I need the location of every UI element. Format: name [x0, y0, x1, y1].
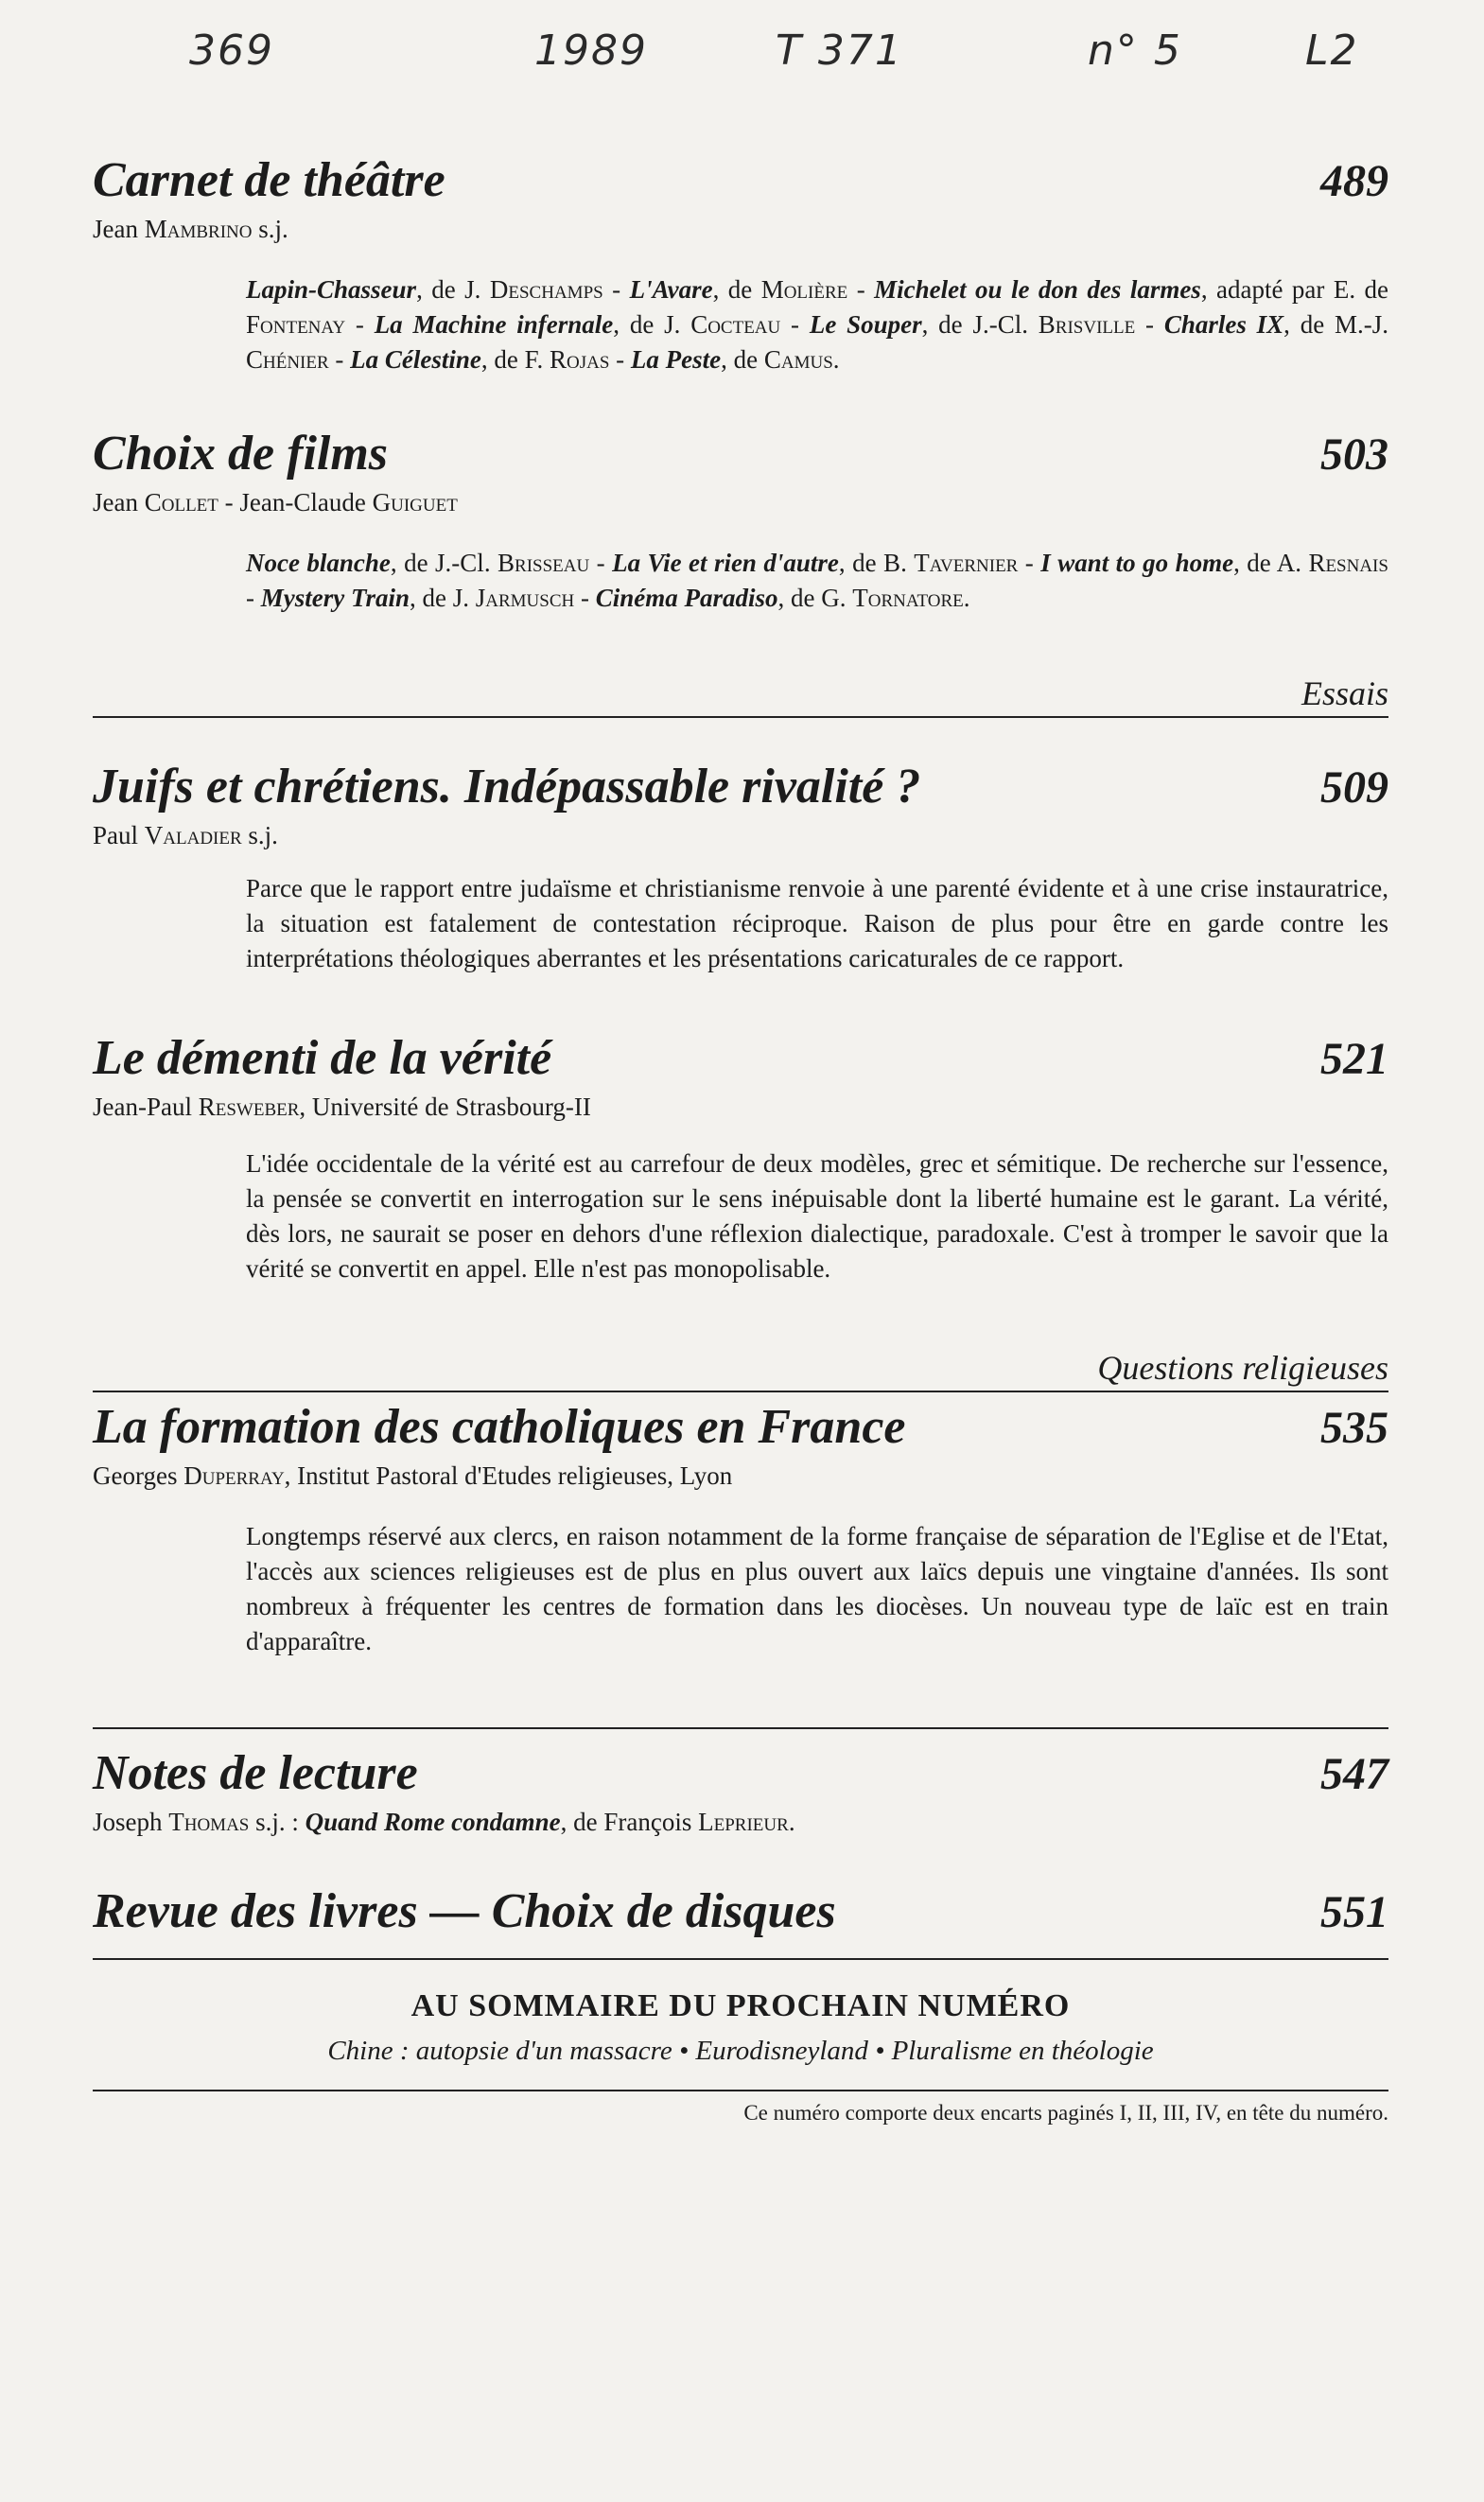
section-header — [93, 1345, 1388, 1392]
toc-entry — [93, 151, 1388, 377]
page-number: 489 — [1320, 156, 1388, 206]
section-divider — [93, 1391, 1388, 1392]
entry-author: Jean Mambrino s.j. — [93, 215, 288, 243]
handwritten-tome: T 371 — [776, 26, 903, 75]
entry-title[interactable]: Carnet de théâtre — [93, 153, 445, 207]
section-header — [93, 671, 1388, 718]
toc-entry — [93, 1882, 1388, 1941]
toc-entry — [93, 1029, 1388, 1286]
entry-title[interactable]: Juifs et chrétiens. Indépassable rivalité ? — [93, 760, 921, 814]
toc-entry — [93, 1398, 1388, 1659]
entry-title[interactable]: Revue des livres — Choix de disques — [93, 1884, 836, 1938]
entry-author: Georges Duperray, Institut Pastoral d'Etudes religieuses, Lyon — [93, 1461, 733, 1490]
next-issue-items: Chine : autopsie d'un massacre • Eurodisneyland • Pluralisme en théologie — [327, 2036, 1154, 2066]
handwritten-shelf-number: 369 — [189, 26, 274, 75]
handwritten-issue-number: n° 5 — [1088, 26, 1182, 75]
next-issue-box — [93, 1988, 1388, 2067]
toc-entry — [93, 1744, 1388, 1839]
section-divider — [93, 2090, 1388, 2091]
section-label: Questions religieuses — [1097, 1349, 1388, 1387]
page-number: 551 — [1320, 1887, 1388, 1937]
toc-entry — [93, 425, 1388, 616]
entry-author: Jean-Paul Resweber, Université de Strasbourg-II — [93, 1093, 591, 1121]
page-number: 521 — [1320, 1034, 1388, 1084]
entry-title[interactable]: La formation des catholiques en France — [93, 1400, 906, 1454]
entry-author: Jean Collet - Jean-Claude Guiguet — [93, 488, 458, 516]
entry-title[interactable]: Notes de lecture — [93, 1746, 418, 1800]
next-issue-heading: AU SOMMAIRE DU PROCHAIN NUMÉRO — [410, 1988, 1071, 2023]
entry-abstract: Lapin-Chasseur, de J. Deschamps - L'Avare, de Molière - Michelet ou le don des larmes, adapté par E. de Fontenay - La Machine infernale, de J. Cocteau - Le Souper, de J.-Cl. Brisville - Charles IX, de M.-J. Chénier - La Célestine, de F. Rojas - La Peste, de Camus. — [246, 275, 1389, 374]
section-divider — [93, 1958, 1388, 1960]
entry-abstract: Longtemps réservé aux clercs, en raison notamment de la forme française de séparation de l'Eglise et de l'Etat, l'accès aux sciences religieuses est de plus en plus ouvert aux laïcs depuis une vingtaine d'années. Ils sont nombreux à fréquenter les centres de formation dans les diocèses. Un nouveau type de laïc est en train d'apparaître. — [246, 1522, 1388, 1655]
handwritten-year: 1989 — [534, 26, 648, 75]
entry-author: Paul Valadier s.j. — [93, 821, 278, 849]
entry-title[interactable]: Le démenti de la vérité — [93, 1031, 552, 1085]
page-number: 509 — [1320, 762, 1388, 813]
footer-note: Ce numéro comporte deux encarts paginés I, II, III, IV, en tête du numéro. — [743, 2101, 1388, 2125]
entry-abstract: Parce que le rapport entre judaïsme et christianisme renvoie à une parenté évidente et à une crise instauratrice, la situation est fatalement de contestation réciproque. Raison de plus pour être en garde contre les interprétations théologiques aberrantes et les présentations caricaturales de ce rapport. — [246, 874, 1388, 972]
section-label: Essais — [1301, 674, 1388, 712]
toc-entry — [93, 758, 1388, 976]
entry-author: Joseph Thomas s.j. : Quand Rome condamne, de François Leprieur. — [93, 1808, 795, 1836]
handwritten-mark: L2 — [1305, 26, 1359, 75]
section-divider — [93, 716, 1388, 718]
entry-abstract: Noce blanche, de J.-Cl. Brisseau - La Vie et rien d'autre, de B. Tavernier - I want to go home, de A. Resnais - Mystery Train, de J. Jarmusch - Cinéma Paradiso, de G. Tornatore. — [246, 549, 1388, 612]
table-of-contents — [93, 151, 1388, 2126]
entry-title[interactable]: Choix de films — [93, 427, 389, 481]
page-number: 503 — [1320, 429, 1388, 480]
page-number: 535 — [1320, 1403, 1388, 1453]
entry-abstract: L'idée occidentale de la vérité est au carrefour de deux modèles, grec et sémitique. De recherche sur l'essence, la pensée se convertit en interrogation sur le sens inépuisable dont la liberté humaine est le garant. La vérité, dès lors, ne saurait se poser en dehors d'une réflexion dialectique, paradoxale. C'est à tromper le savoir que la vérité se convertit en appel. Elle n'est pas monopolisable. — [246, 1149, 1388, 1283]
section-divider — [93, 1727, 1388, 1729]
page-number: 547 — [1320, 1749, 1388, 1799]
